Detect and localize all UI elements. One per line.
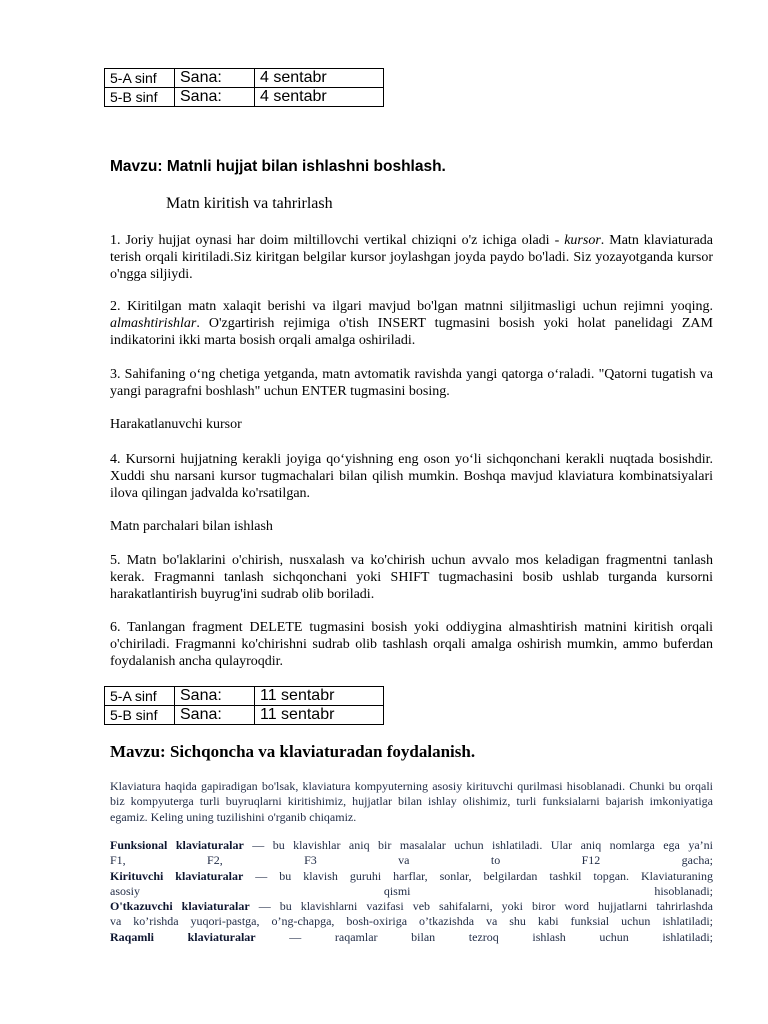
term-kursor: kursor bbox=[564, 233, 601, 248]
term-funksional: Funksional klaviaturalar bbox=[110, 838, 244, 852]
subtitle-matn-kiritish: Matn kiritish va tahrirlash bbox=[166, 195, 333, 212]
date-cell: 11 sentabr bbox=[255, 687, 384, 706]
table-row bbox=[105, 706, 384, 725]
paragraph-4: 4. Kursorni hujjatning kerakli joyiga qo‘yishning eng oson yo‘li sichqonchani kerakli nuqtada bosishdir. Xuddi shu narsani kursor tugmachalari bilan qilish mumkin. Boshqa mavjud klaviatura kombinatsiyalari ilova qilingan jadvalda ko'rsatilgan. bbox=[110, 452, 713, 501]
sinf-cell: 5-B sinf bbox=[105, 88, 175, 107]
table-row bbox=[105, 69, 384, 88]
topic-title-2: Mavzu: Sichqoncha va klaviaturadan foydalanish. bbox=[110, 742, 476, 761]
sana-label-cell: Sana: bbox=[175, 69, 255, 88]
definition-raqamli-text: — raqamlar bilan tezroq ishlash uchun ishlatiladi; bbox=[255, 929, 713, 944]
intro-paragraph: Klaviatura haqida gapiradigan bo'lsak, klaviatura kompyuterning asosiy kirituvchi qurilmasi hisoblanadi. Chunki bu orqali biz kompyuterga turli buyruqlarni kiritishimiz, hujjatlar bilan ishlay olishimiz, turli funksialarni bajarish imkoniyatiga egamiz. Keling uning tuzilishini o'rganib chiqamiz. bbox=[110, 779, 713, 824]
term-almashtirishlar: almashtirishlar bbox=[110, 316, 197, 331]
paragraph-2 bbox=[110, 298, 713, 349]
heading-matn-parchalari: Matn parchalari bilan ishlash bbox=[110, 519, 273, 534]
date-cell: 4 sentabr bbox=[255, 69, 384, 88]
date-cell: 4 sentabr bbox=[255, 88, 384, 107]
definition-kirituvchi-cont: asosiy qismi hisoblanadi; bbox=[110, 883, 713, 898]
term-kirituvchi: Kirituvchi klaviaturalar bbox=[110, 868, 244, 883]
heading-harakatlanuvchi-kursor: Harakatlanuvchi kursor bbox=[110, 417, 242, 432]
term-raqamli: Raqamli klaviaturalar bbox=[110, 929, 256, 944]
definitions-block bbox=[110, 838, 713, 945]
table-row bbox=[105, 88, 384, 107]
definition-funksional bbox=[110, 838, 713, 853]
topic-title-1: Mavzu: Matnli hujjat bilan ishlashni boshlash. bbox=[110, 158, 446, 175]
table-row bbox=[105, 687, 384, 706]
paragraph-1 bbox=[110, 232, 713, 283]
sinf-cell: 5-B sinf bbox=[105, 706, 175, 725]
paragraph-6: 6. Tanlangan fragment DELETE tugmasini bosish yoki oddiygina almashtirish matnini kiritish orqali o'chiriladi. Fragmanni ko'chirishni sudrab olib tashlash orqali amalga oshirish mumkin, ammo buferdan foydalanish ancha qulayroqdir. bbox=[110, 620, 713, 669]
paragraph-1-text-a: 1. Joriy hujjat oynasi har doim miltillovchi vertikal chiziqni o'z ichiga oladi - bbox=[110, 233, 565, 248]
definition-funksional-text: — bu klavishlar aniq bir masalalar uchun ishlatiladi. Ular aniq nomlarga ega ya’ni bbox=[243, 838, 713, 852]
paragraph-5: 5. Matn bo'laklarini o'chirish, nusxalash va ko'chirish uchun avvalo mos keladigan fragmentni tanlash kerak. Fragmanni tanlash sichqonchani yoki SHIFT tugmachasini bosib ushlab turganda kursorni harakatlantirish buyrug'ini sudrab olib boriladi. bbox=[110, 553, 713, 602]
definition-raqamli bbox=[110, 930, 713, 945]
definition-otkazuvchi bbox=[110, 899, 713, 914]
sinf-cell: 5-A sinf bbox=[105, 687, 175, 706]
date-cell: 11 sentabr bbox=[255, 706, 384, 725]
paragraph-1-text-b: . Matn klaviaturada terish orqali kiritiladi.Siz kiritgan belgilar kursor joylashgan joyda paydo bo'ladi. Siz yozayotganda kursor o'ngga siljiydi. bbox=[110, 233, 713, 282]
sinf-cell: 5-A sinf bbox=[105, 69, 175, 88]
sana-label-cell: Sana: bbox=[175, 706, 255, 725]
definition-funksional-cont: F1, F2, F3 va to F12 gacha; bbox=[110, 853, 713, 868]
paragraph-2-text-b: . O'zgartirish rejimiga o'tish INSERT tugmasini bosish yoki holat panelidagi ZAM indikatorini ikki marta bosish orqali amalga oshiriladi. bbox=[110, 316, 713, 348]
date-table-2 bbox=[104, 686, 384, 725]
definition-otkazuvchi-cont: va ko’rishda yuqori-pastga, o’ng-chapga, bosh-oxiriga o’tkazishda va shu kabi funksial uchun ishlatiladi; bbox=[110, 914, 713, 929]
definition-kirituvchi bbox=[110, 869, 713, 884]
sana-label-cell: Sana: bbox=[175, 88, 255, 107]
paragraph-2-text-a: 2. Kiritilgan matn xalaqit berishi va ilgari mavjud bo'lgan matnni siljitmasligi uchun rejimni yoqing. bbox=[110, 299, 713, 314]
definition-kirituvchi-text: — bu klavish guruhi harflar, sonlar, belgilardan tashkil topgan. Klaviaturaning bbox=[243, 868, 713, 883]
date-table-1 bbox=[104, 68, 384, 107]
paragraph-3: 3. Sahifaning o‘ng chetiga yetganda, matn avtomatik ravishda yangi qatorga o‘raladi. "Qatorni tugatish va yangi paragrafni boshlash" uchun ENTER tugmasini bosing. bbox=[110, 367, 713, 399]
definition-otkazuvchi-text: — bu klavishlarni vazifasi veb sahifalarni, yoki biror word hujjatlarni tahrirlashda bbox=[249, 899, 714, 914]
term-otkazuvchi: O'tkazuvchi klaviaturalar bbox=[110, 899, 250, 914]
sana-label-cell: Sana: bbox=[175, 687, 255, 706]
